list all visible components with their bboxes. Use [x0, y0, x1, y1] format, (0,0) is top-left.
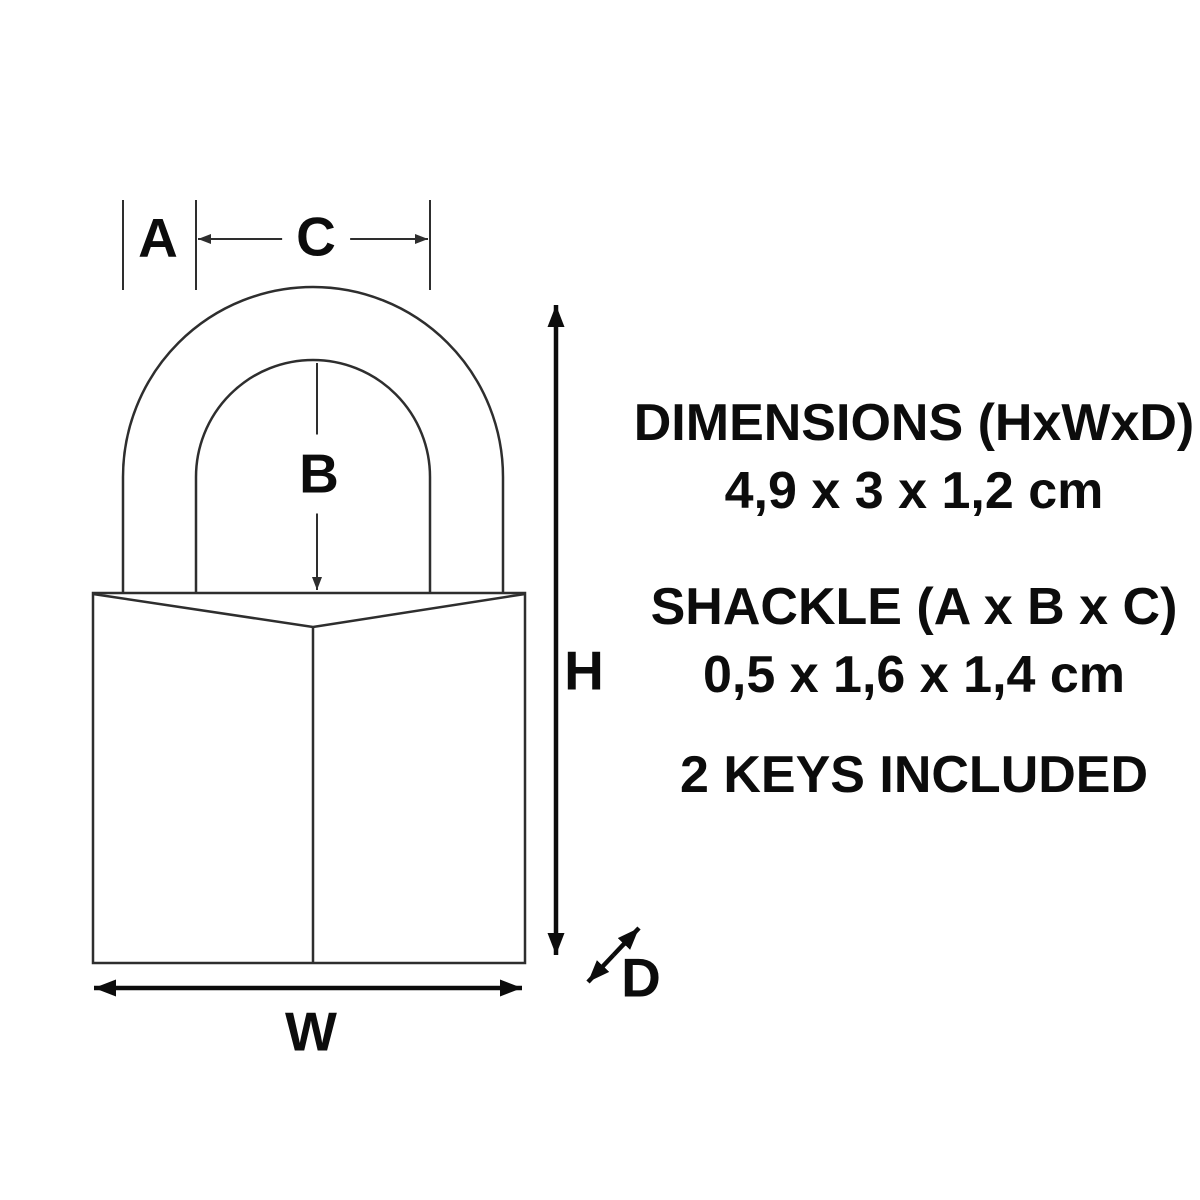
- spec-keys-note: 2 KEYS INCLUDED: [679, 746, 1149, 804]
- label-h: H: [564, 639, 604, 702]
- spec-dimensions-value: 4,9 x 3 x 1,2 cm: [724, 462, 1104, 520]
- label-d: D: [621, 946, 661, 1009]
- body-outline: [93, 593, 525, 963]
- label-c: C: [282, 210, 350, 265]
- label-w: W: [285, 1000, 337, 1063]
- label-b: B: [290, 435, 348, 514]
- body-top-chamfer: [93, 594, 525, 627]
- spec-shackle-value: 0,5 x 1,6 x 1,4 cm: [702, 646, 1126, 704]
- label-a: A: [138, 206, 178, 269]
- body-rectangle: [93, 593, 525, 963]
- spec-shackle-heading: SHACKLE (A x B x C): [650, 578, 1178, 636]
- spec-dimensions-heading: DIMENSIONS (HxWxD): [633, 394, 1195, 452]
